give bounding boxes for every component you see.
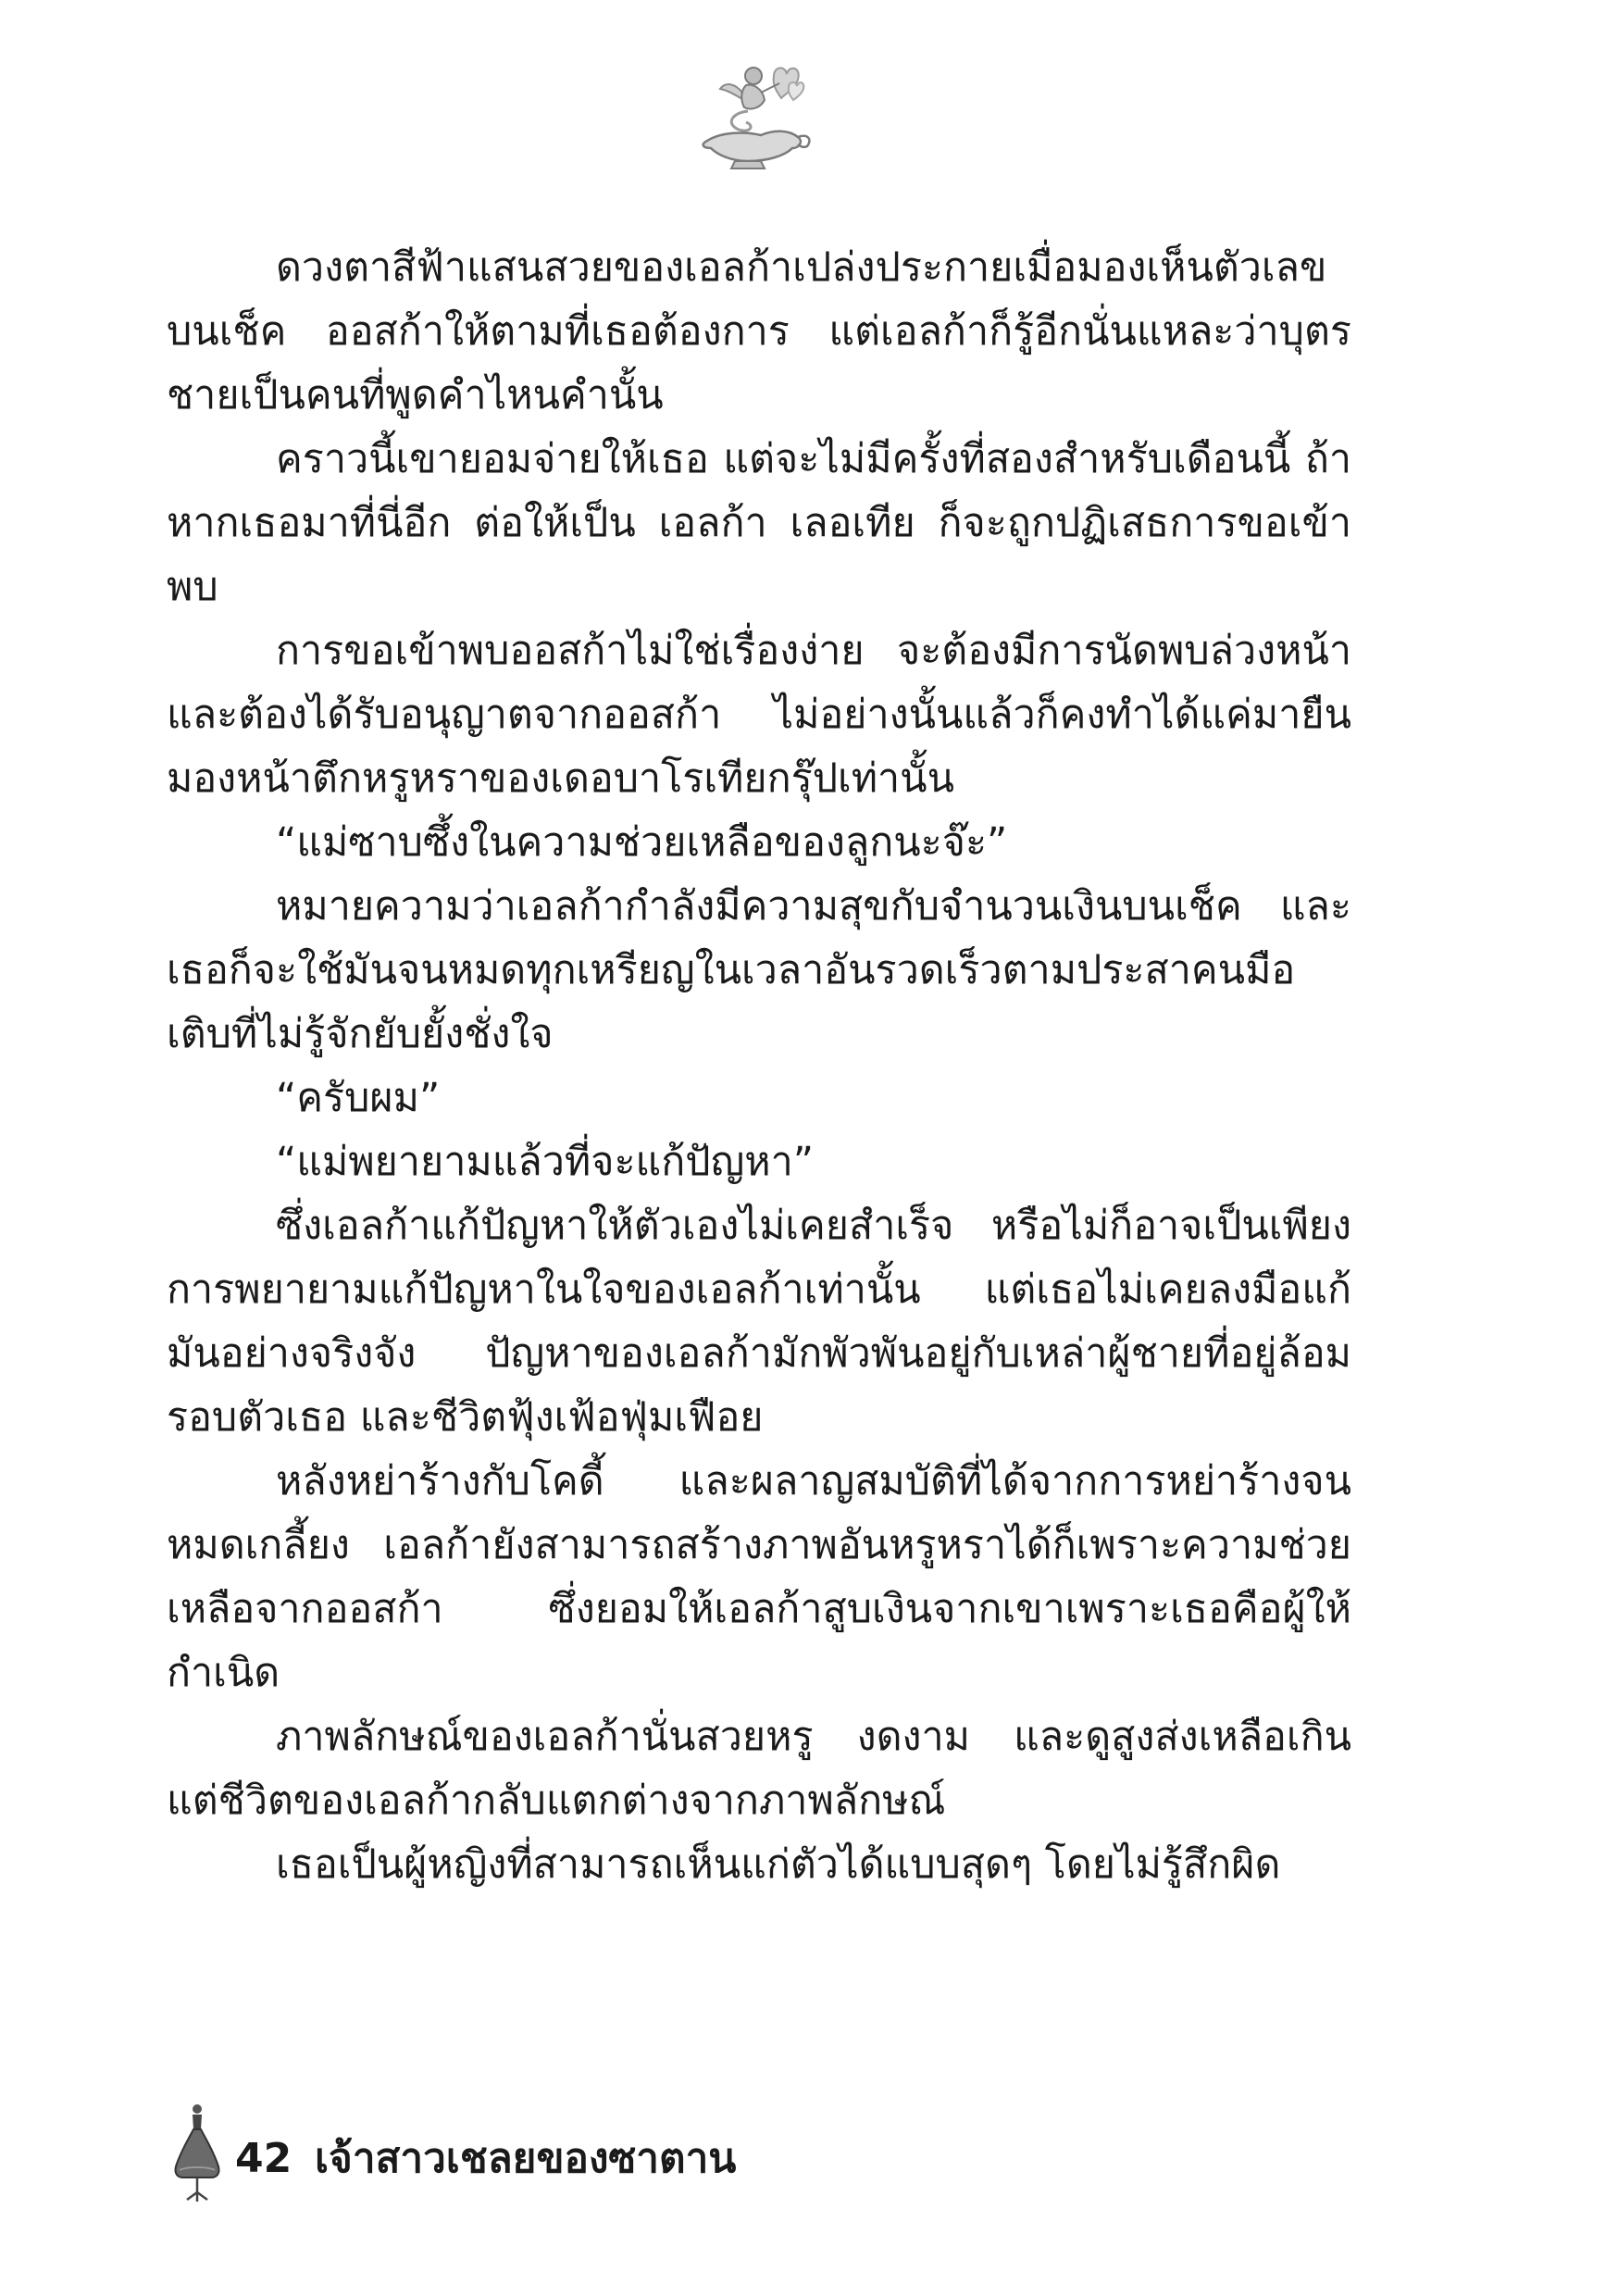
paragraph: ภาพลักษณ์ของเอลก้านั่นสวยหรู งดงาม และดูสูงส่งเหลือเกิน แต่ชีวิตของเอลก้ากลับแตกต่างจากภาพลักษณ์ <box>167 1714 1351 1824</box>
paragraph: หมายความว่าเอลก้ากำลังมีความสุขกับจำนวนเงินบนเช็ค และเธอก็จะใช้มันจนหมดทุกเหรียญในเวลาอันรวดเร็วตามประสาคนมือเติบที่ไม่รู้จักยับยั้งชั่งใจ <box>167 883 1351 1057</box>
paragraph: “แม่พยายามแล้วที่จะแก้ปัญหา” <box>276 1139 815 1185</box>
paragraph: เธอเป็นผู้หญิงที่สามารถเห็นแก่ตัวได้แบบสุดๆ โดยไม่รู้สึกผิด <box>276 1841 1281 1888</box>
paragraph: คราวนี้เขายอมจ่ายให้เธอ แต่จะไม่มีครั้งที่สองสำหรับเดือนนี้ ถ้าหากเธอมาที่นี่อีก ต่อให้เป็น เอลก้า เลอเทีย ก็จะถูกปฏิเสธการขอเข้าพบ <box>167 436 1351 610</box>
page-footer <box>168 2102 1002 2203</box>
paragraph: หลังหย่าร้างกับโคดี้ และผลาญสมบัติที่ได้จากการหย่าร้างจนหมดเกลี้ยง เอลก้ายังสามารถสร้างภาพอันหรูหราได้ก็เพราะความช่วยเหลือจากออสก้า ซึ่งยอมให้เอลก้าสูบเงินจากเขาเพราะเธอคือผู้ให้กำเนิด <box>167 1458 1351 1696</box>
paragraph: “แม่ซาบซึ้งในความช่วยเหลือของลูกนะจ๊ะ” <box>276 819 1008 866</box>
paragraph: “ครับผม” <box>276 1075 441 1121</box>
genie-lamp-cupid-icon <box>689 56 818 176</box>
paragraph: ซึ่งเอลก้าแก้ปัญหาให้ตัวเองไม่เคยสำเร็จ หรือไม่ก็อาจเป็นเพียงการพยายามแก้ปัญหาในใจของเอลก้าเท่านั้น แต่เธอไม่เคยลงมือแก้มันอย่างจริงจัง ปัญหาของเอลก้ามักพัวพันอยู่กับเหล่าผู้ชายที่อยู่ล้อมรอบตัวเธอ และชีวิตฟุ้งเฟ้อฟุ่มเฟือย <box>167 1203 1351 1441</box>
bride-dress-icon <box>168 2102 226 2203</box>
paragraph: การขอเข้าพบออสก้าไม่ใช่เรื่องง่าย จะต้องมีการนัดพบล่วงหน้า และต้องได้รับอนุญาตจากออสก้า ไม่อย่างนั้นแล้วก็คงทำได้แค่มายืนมองหน้าตึกหรูหราของเดอบาโรเทียกรุ๊ปเท่านั้น <box>167 628 1351 802</box>
paragraph: ดวงตาสีฟ้าแสนสวยของเอลก้าเปล่งประกายเมื่อมองเห็นตัวเลขบนเช็ค ออสก้าให้ตามที่เธอต้องการ แต่เอลก้าก็รู้อีกนั่นแหละว่าบุตรชายเป็นคนที่พูดคำไหนคำนั้น <box>167 244 1351 418</box>
page-number: 42 <box>235 2135 292 2182</box>
book-title: เจ้าสาวเชลยของซาตาน <box>315 2135 737 2182</box>
body-text <box>167 236 1351 1897</box>
